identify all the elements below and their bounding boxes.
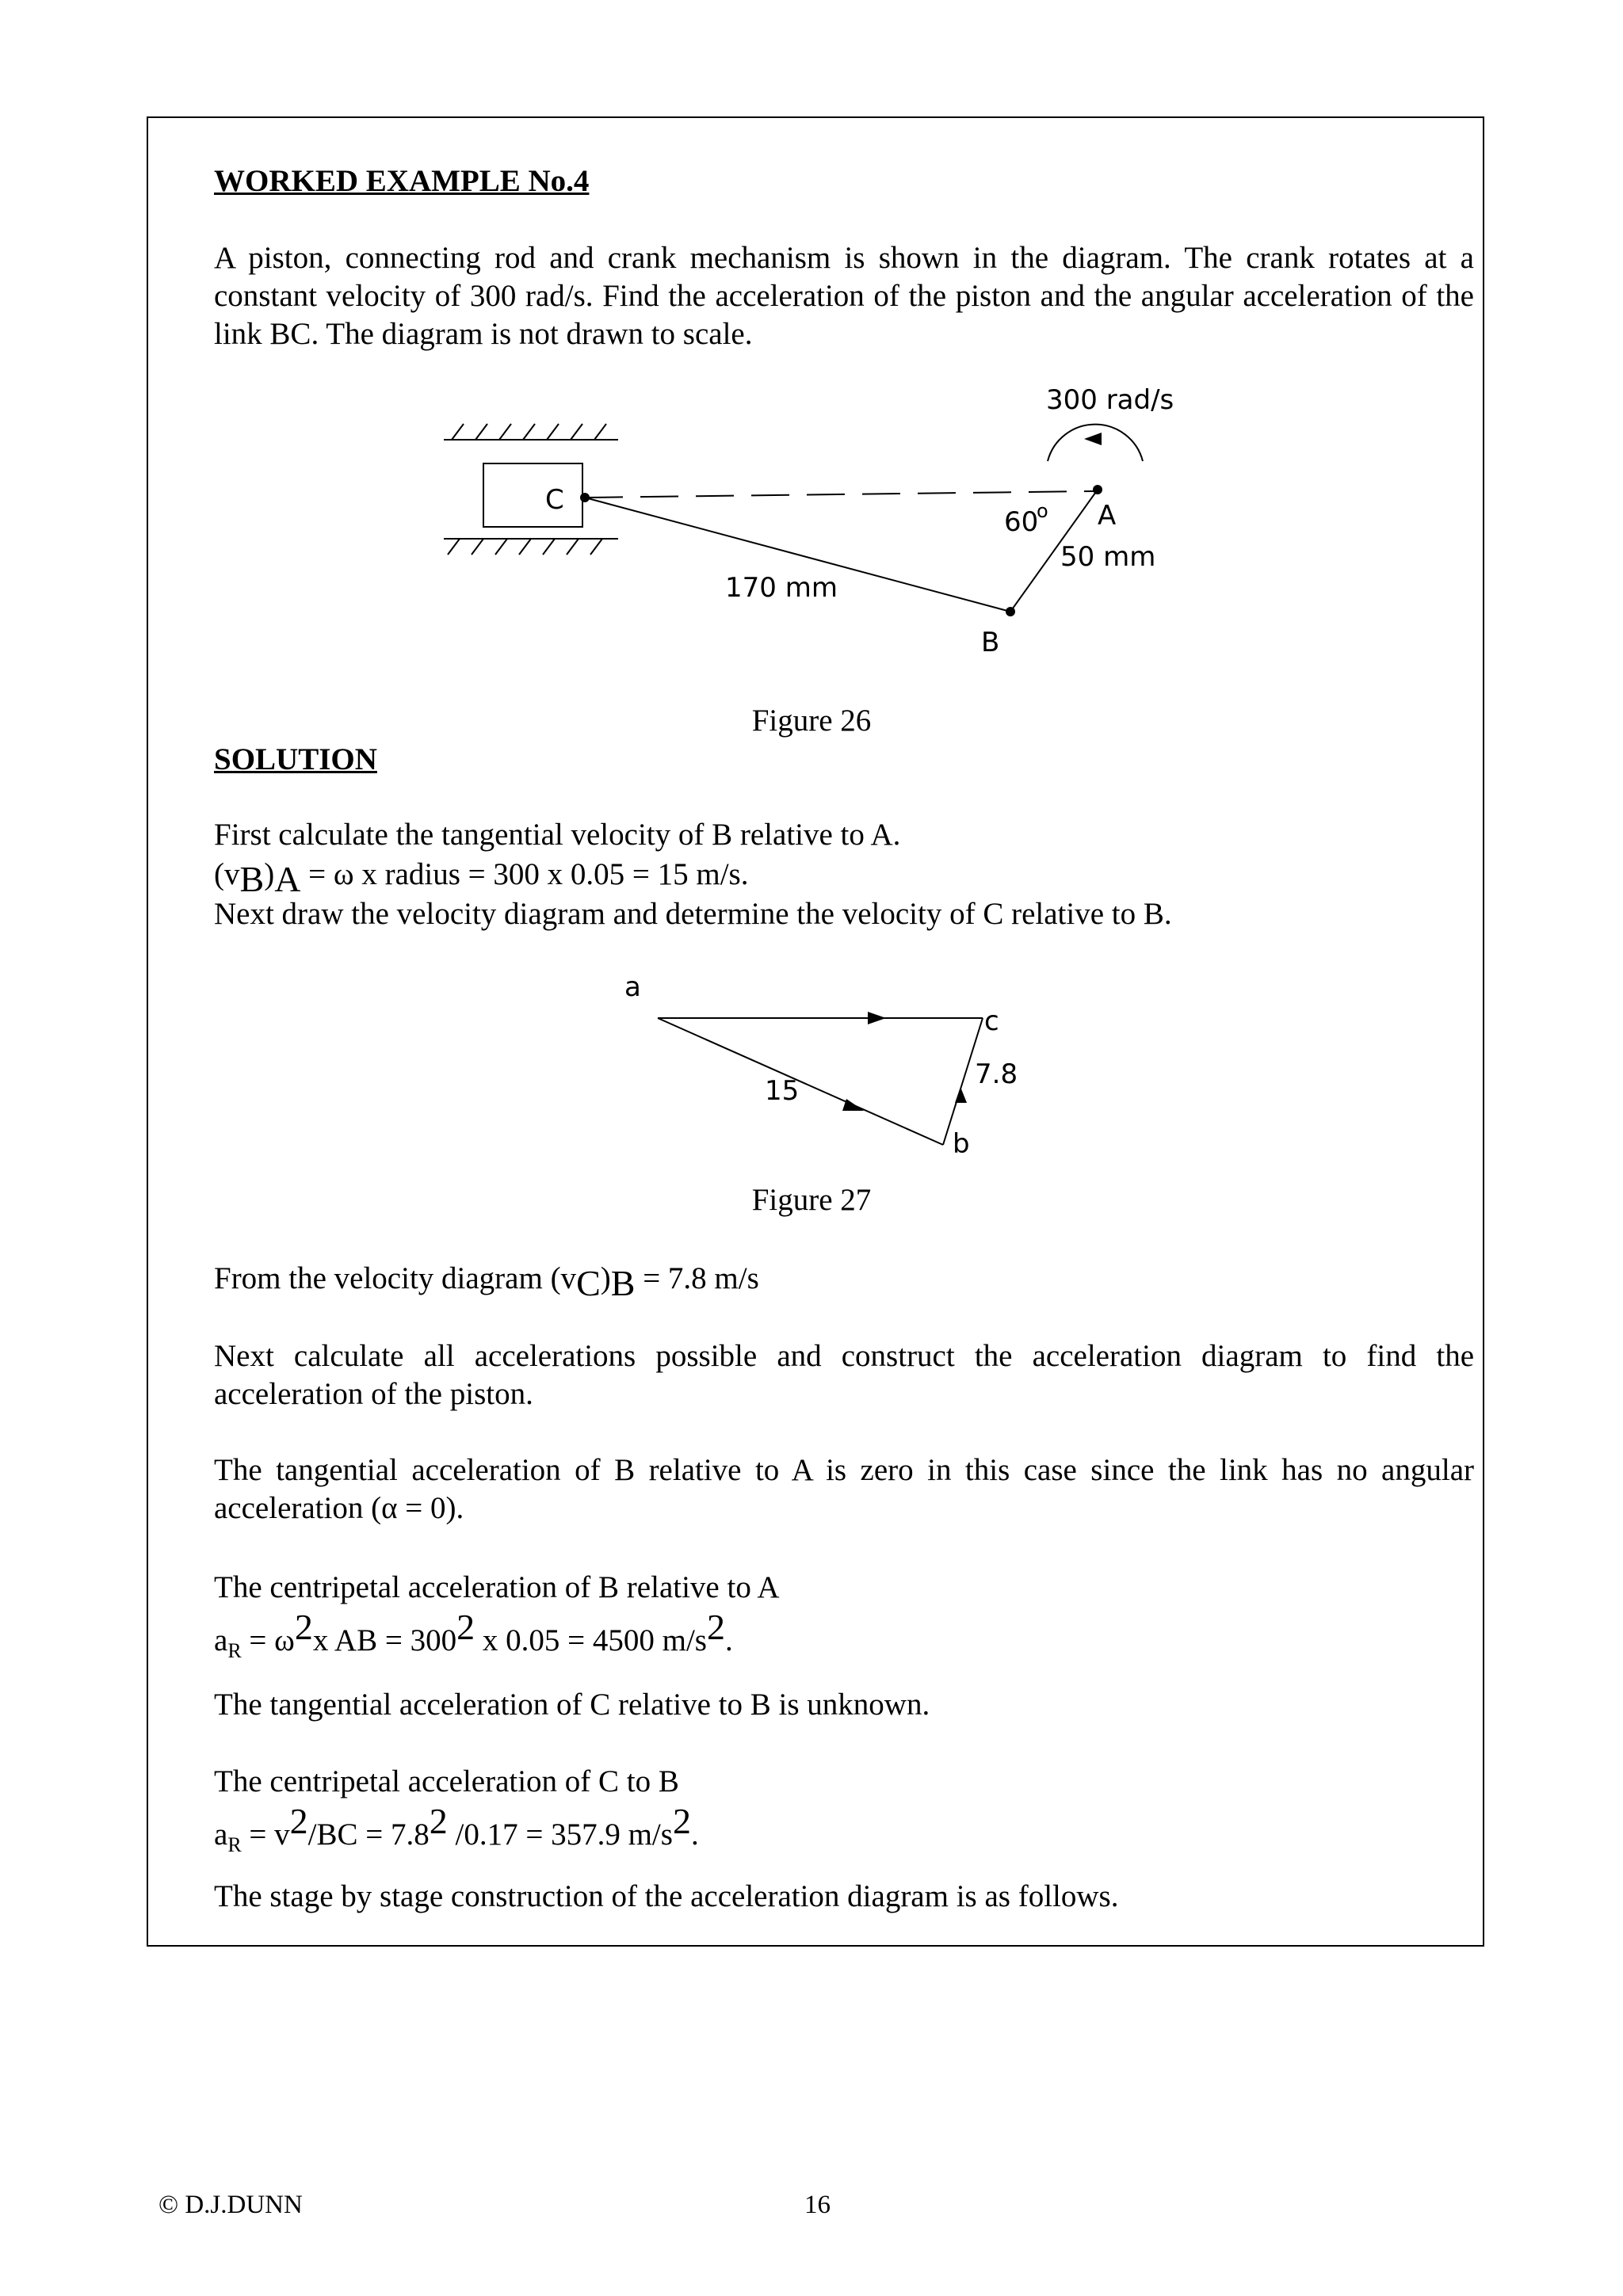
footer-copyright: © D.J.DUNN [158,2191,303,2219]
centripetal-cb-equation: $a_R = v^2/BC = 7.8^2$ /0.17 = 357.9 $m/s^2$. [214,1801,699,1856]
tangential-cb-text: The tangential acceleration of C relative to B is unknown. [214,1688,930,1722]
step1-text: First calculate the tangential velocity of B relative to A. [214,818,901,852]
point-c-label: C [545,484,564,516]
page-number: 16 [804,2191,831,2219]
centripetal-cb-title: The centripetal acceleration of C to B [214,1764,679,1798]
centripetal-ba-title: The centripetal acceleration of B relative to A [214,1570,780,1604]
solution-heading: SOLUTION [214,742,377,776]
figure-26-caption: Figure 26 [751,704,872,738]
vcb-equation: From the velocity diagram $(v_C)_B = 7.8$ m/s [214,1261,759,1303]
point-a-label: A [1098,500,1117,532]
vel-ab-label: 15 [765,1075,800,1107]
speed-label: 300 rad/s [1046,384,1174,416]
step2-text: Next draw the velocity diagram and determine the velocity of C relative to B. [214,897,1172,931]
ab-length-label: 50 mm [1060,541,1156,573]
figure-27-caption: Figure 27 [751,1183,872,1217]
angle-label: 60 [1004,506,1039,538]
figure-26-diagram [420,372,1212,673]
vel-point-a-label: a [624,971,641,1003]
example-title: WORKED EXAMPLE No.4 [214,164,590,198]
closing-text: The stage by stage construction of the acceleration diagram is as follows. [214,1879,1119,1913]
vel-point-c-label: c [984,1005,999,1037]
vel-point-b-label: b [953,1128,970,1160]
figure-27-diagram [586,967,1046,1165]
bc-length-label: 170 mm [725,572,838,604]
vba-equation: $(v_B)_A = \omega$ x radius = 300 x 0.05 = 15 m/s. [214,857,749,899]
acceleration-paragraph: Next calculate all accelerations possible and construct the acceleration diagram to find the acceleration of the piston. [214,1339,1474,1411]
point-b-label: B [981,627,1000,658]
intro-paragraph: A piston, connecting rod and crank mechanism is shown in the diagram. The crank rotates at a constant velocity of 300 rad/s. Find the acceleration of the piston and the angular acceleration of the link BC. The diagram is not drawn to scale. [214,241,1474,351]
angle-degree-label: o [1037,500,1048,522]
centripetal-ba-equation: $a_R = \omega^2x$ AB = $300^2$ x 0.05 = 4500 $m/s^2$. [214,1607,733,1662]
tangential-paragraph: The tangential acceleration of B relative to A is zero in this case since the link has no angular acceleration (α = 0). [214,1453,1474,1525]
vel-bc-label: 7.8 [975,1058,1018,1090]
